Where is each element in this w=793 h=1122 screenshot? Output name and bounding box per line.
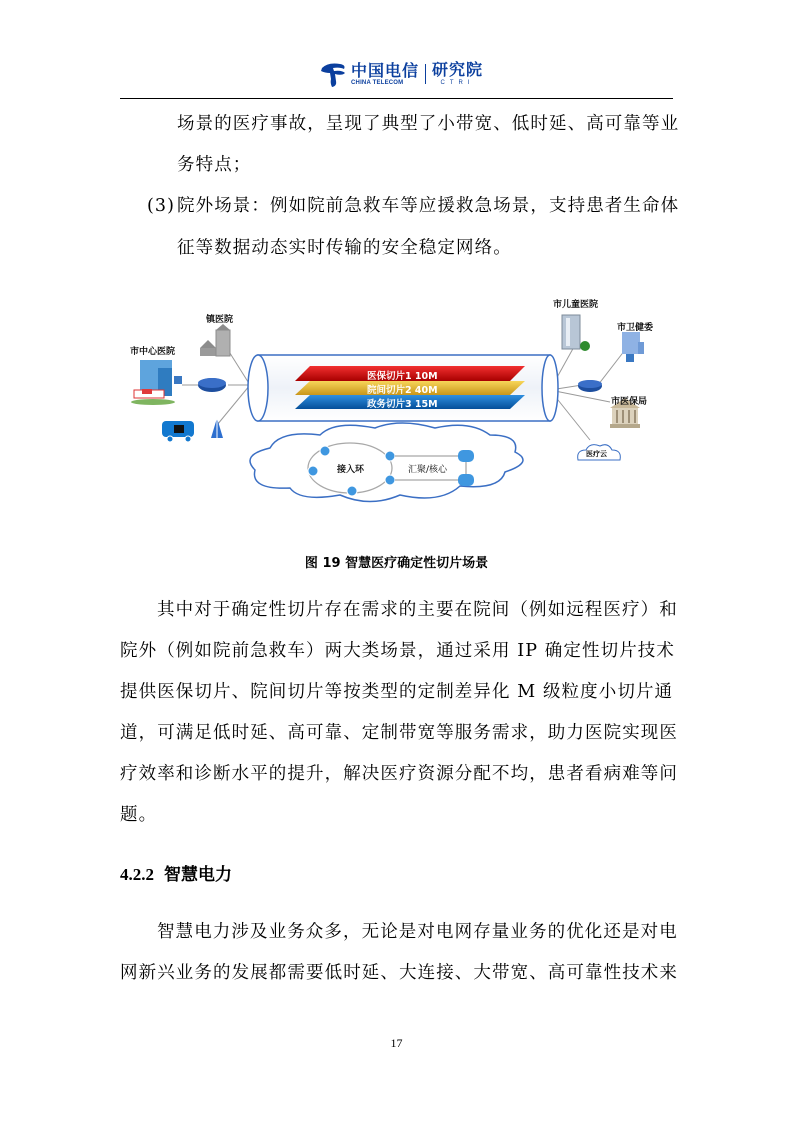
paragraph-line: 题。 [120,805,158,825]
section-number: 4.2.2 [120,865,154,884]
section-heading [120,860,232,885]
health-commission-icon [622,332,644,362]
town-hospital-icon [200,324,230,356]
city-center-hospital-icon [131,360,182,405]
label-insurance-bureau: 市医保局 [611,397,648,407]
china-telecom-logo [318,58,483,90]
logo-chinese-name: 中国电信 [351,60,420,80]
paragraph-line: 院外（例如院前急救车）两大类场景，通过采用 IP 确定性切片技术 [120,641,676,661]
antenna-icon [211,418,223,438]
paragraph-line: 智慧电力涉及业务众多，无论是对电网存量业务的优化还是对电 [157,922,678,942]
label-access-ring: 接入环 [337,465,365,475]
list-marker: (3) [147,196,176,216]
header-rule [120,98,673,99]
paragraph-line: 道，可满足低时延、高可靠、定制带宽等服务需求，助力医院实现医 [120,723,678,743]
label-children-hospital: 市儿童医院 [553,300,599,310]
paragraph-line: 其中对于确定性切片存在需求的主要在院间（例如远程医疗）和 [157,600,678,620]
paragraph-line: 征等数据动态实时传输的安全稳定网络。 [177,238,512,258]
network-cloud [250,423,523,502]
paragraph-line: 场景的医疗事故，呈现了典型了小带宽、低时延、高可靠等业 [177,114,680,134]
ambulance-icon [162,421,194,442]
paragraph-line: 务特点； [177,155,252,175]
figure-caption: 图 19 智慧医疗确定性切片场景 [304,556,489,571]
institute-name: 研究院 [432,60,484,79]
paragraph-line: 提供医保切片、院间切片等按类型的定制差异化 M 级粒度小切片通 [120,682,674,702]
paragraph-line: 院外场景：例如院前急救车等应援救急场景，支持患者生命体 [177,196,680,216]
section-title: 智慧电力 [164,865,232,885]
slice-label-government: 政务切片3 15M [367,399,438,410]
paragraph-line: 网新兴业务的发展都需要低时延、大连接、大带宽、高可靠性技术来 [120,963,678,983]
china-telecom-logo-icon [318,59,348,89]
smart-medical-slice-diagram [120,290,680,530]
paragraph-line: 疗效率和诊断水平的提升，解决医疗资源分配不均，患者看病难等问 [120,764,678,784]
page-number: 17 [390,1036,403,1050]
children-hospital-icon [562,315,590,351]
institute-abbrev: CTRI [440,80,475,86]
logo-english-name: CHINA TELECOM [351,79,404,86]
page-header [0,0,793,100]
logo-divider [425,64,426,84]
label-health-commission: 市卫健委 [617,323,654,333]
slice-label-insurance: 医保切片1 10M [367,371,438,382]
slice-label-interhospital: 院间切片2 40M [367,385,438,396]
label-city-center-hospital: 市中心医院 [130,347,176,357]
diagram-graphics [120,290,680,530]
label-medical-cloud: 医疗云 [586,450,607,458]
label-aggregation-core: 汇聚/核心 [408,465,448,475]
label-town-hospital: 镇医院 [206,315,234,325]
